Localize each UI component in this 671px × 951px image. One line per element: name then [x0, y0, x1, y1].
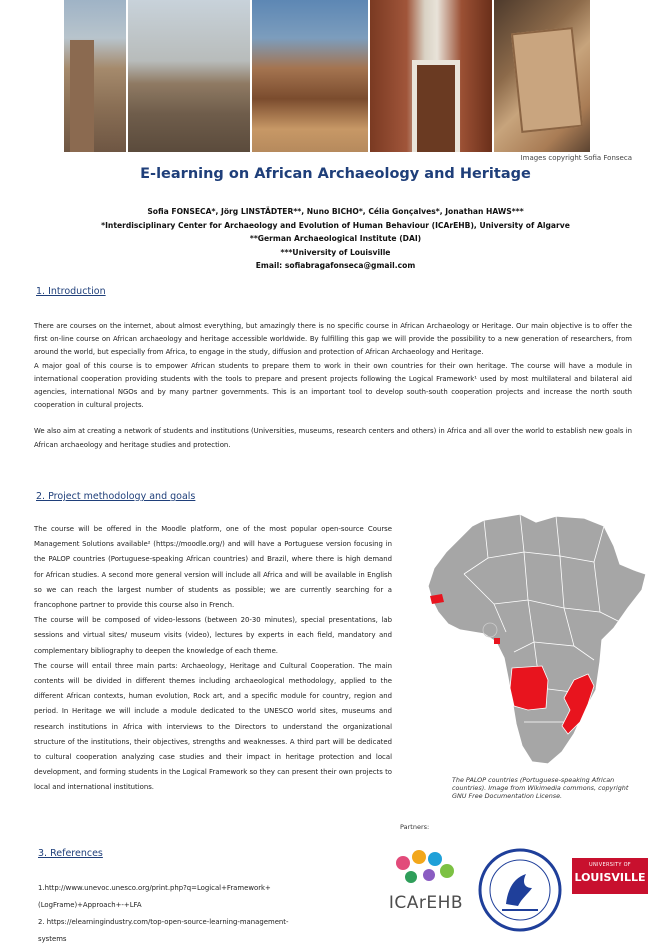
methodology-text	[34, 522, 392, 796]
poster-title: E-learning on African Archaeology and Heritage	[140, 166, 531, 182]
intro-paragraph: We also aim at creating a network of students and institutions (Universities, museums, research centers and others) in Africa and all over the world to establish new goals in African archaeology and heritage studies and protection.	[34, 427, 632, 449]
desert-ruins-photo	[128, 0, 250, 152]
section-heading-references: 3. References	[38, 848, 103, 859]
author-block	[0, 205, 671, 273]
icarehb-logo	[383, 845, 469, 925]
rock-cliff-photo	[252, 0, 368, 152]
reference-line: (LogFrame)+Approach+-+LFA	[38, 901, 142, 909]
sao-tome-region	[494, 638, 500, 644]
methodology-paragraph: The course will be offered in the Moodle platform, one of the most popular open-source Course Management Solutions available² (https://moodle.org/) and will have a Portuguese version focusing in the PALOP countries (Portuguese-speaking African countries) and Brazil, where there is high demand for African studies. A second more general version will include all Africa and will be available in English so we can reach the largest number of students as possible; we are currently searching for a francophone partner to provide this course also in French.	[34, 525, 392, 610]
map-caption: The PALOP countries (Portuguese-speaking African countries). Image from Wikimedia commons, copyright GNU Free Documentation License.	[452, 776, 629, 800]
icarehb-wordmark: ICArEHB	[388, 893, 464, 913]
intro-paragraph: There are courses on the internet, about almost everything, but amazingly there is no specific course in African Archaeology or Heritage. Our main objective is to offer the first on-line course on African archaeology and heritage accessible worldwide. By fulfilling this gap we will provide the possibility to a new generation of researchers, from around the world, but especially from Africa, to engage in the study, diffusion and protection of African Archaeology and Heritage.	[34, 322, 632, 357]
louisville-logo	[572, 858, 648, 894]
louisville-logo-top: UNIVERSITY OF	[589, 862, 631, 868]
partners-label: Partners:	[400, 823, 430, 831]
reference-line: 2. https://elearningindustry.com/top-open-source-learning-management-	[38, 918, 289, 926]
louisville-logo-name: LOUISVILLE	[574, 871, 646, 884]
photo-banner	[64, 0, 644, 152]
painted-doorway-photo	[370, 0, 492, 152]
image-credit: Images copyright Sofia Fonseca	[520, 154, 632, 162]
affiliation-louisville: ***University of Louisville	[280, 247, 391, 257]
fortified-village-photo	[64, 0, 126, 152]
introduction-text	[34, 320, 632, 452]
angola-region	[510, 666, 548, 710]
reference-line: 1.http://www.unevoc.unesco.org/print.php?q=Logical+Framework+	[38, 884, 271, 892]
methodology-paragraph: The course will entail three main parts: Archaeology, Heritage and Cultural Cooperation. The main contents will be divided in different themes including archaeological methodology, applied to the different African contexts, human evolution, Rock art, and a specific module for country, region and period. In Heritage we will include a module dedicated to the UNESCO world sites, museums and research institutions in Africa with interviews to the Directors to understand the organizational structure of the institutions, their objectives, strengths and weaknesses. A third part will be dedicated to cultural cooperation analyzing case studies and their impact in heritage protection and local development, and forming students in the Logical Framework so they can present their own projects to local and international institutions.	[34, 661, 392, 792]
intro-paragraph: A major goal of this course is to empower African students to prepare them to work in their own countries for their own heritage. The course will have a module in international cooperation providing students with the tools to prepare and present projects following the Logical Framework¹ used by most multilateral and bilateral aid agencies, international NGOs and by many partner governments. This is an important tool to develop south-south cooperation projects and increase the north south cooperation in cultural projects.	[34, 361, 632, 410]
africa-palop-map	[424, 512, 648, 774]
references-list	[38, 880, 368, 948]
dai-seal-logo	[478, 848, 562, 932]
author-names: Sofia FONSECA*, Jörg LINSTÄDTER**, Nuno BICHO*, Célia Gonçalves*, Jonathan HAWS***	[147, 207, 524, 216]
africa-continent	[428, 514, 646, 764]
section-heading-methodology: 2. Project methodology and goals	[36, 491, 196, 502]
contact-email: Email: sofiabragafonseca@gmail.com	[255, 261, 416, 270]
methodology-paragraph: The course will be composed of video-lessons (between 20-30 minutes), special presentations, lab sessions and virtual sites/ museum visits (video), lectures by experts in each field, mandatory and complementary bibliography to deepen the knowledge of each theme.	[34, 616, 392, 655]
affiliation-dai: **German Archaeological Institute (DAI)	[249, 234, 422, 243]
section-heading-introduction: 1. Introduction	[36, 286, 106, 297]
affiliation-icarehb: *Interdisciplinary Center for Archaeology and Evolution of Human Behaviour (ICArEHB), University of Algarve	[101, 220, 570, 230]
decorated-plate-photo	[494, 0, 590, 152]
reference-line: systems	[38, 935, 67, 943]
